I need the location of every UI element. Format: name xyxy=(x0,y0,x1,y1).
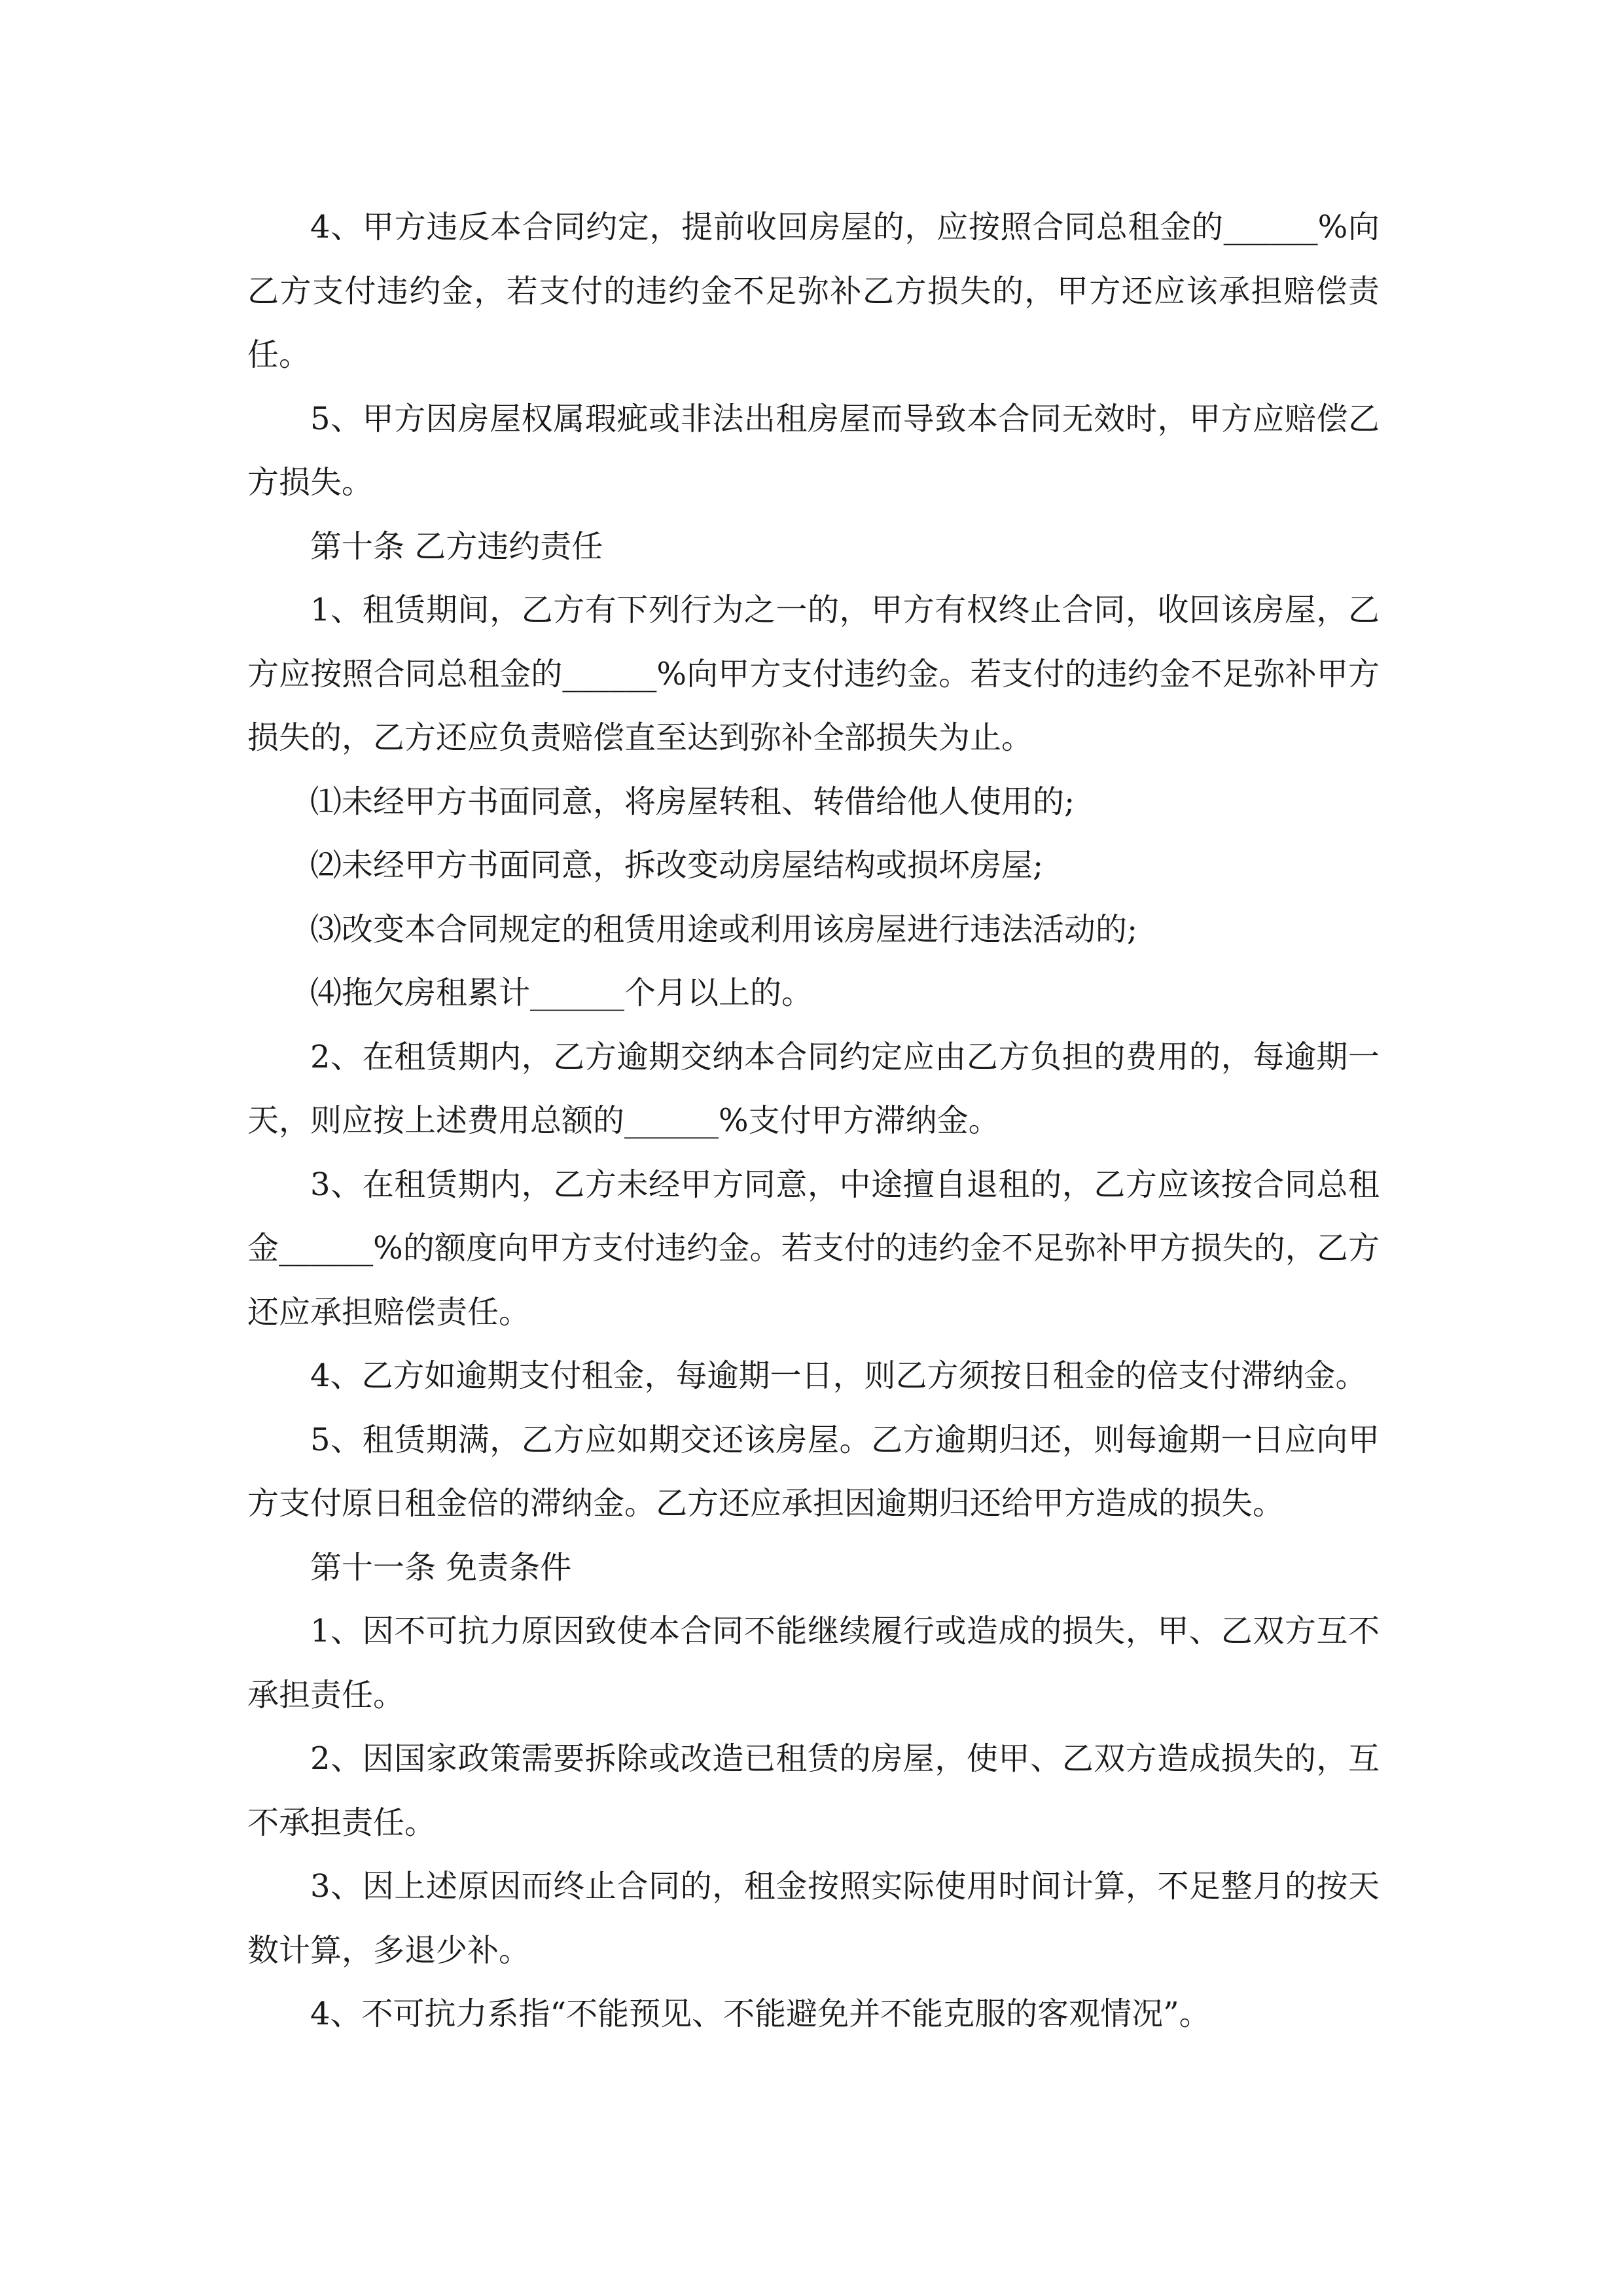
article-11-clause-1: 1、因不可抗力原因致使本合同不能继续履行或造成的损失，甲、乙双方互不承担责任。 xyxy=(247,1613,1380,1713)
article-10-item-4: ⑷拖欠房租累计______个月以上的。 xyxy=(310,975,813,1011)
article-11-clause-2: 2、因国家政策需要拆除或改造已租赁的房屋，使甲、乙双方造成损失的，互不承担责任。 xyxy=(247,1740,1380,1841)
article-10-clause-4: 4、乙方如逾期支付租金，每逾期一日，则乙方须按日租金的倍支付滞纳金。 xyxy=(310,1357,1367,1394)
article-11-clause-3: 3、因上述原因而终止合同的，租金按照实际使用时间计算，不足整月的按天数计算，多退少补。 xyxy=(247,1868,1380,1969)
article-10-heading: 第十条 乙方违约责任 xyxy=(310,528,603,565)
article-10-item-2: ⑵未经甲方书面同意，拆改变动房屋结构或损坏房屋; xyxy=(310,847,1044,884)
article-11-clause-4: 4、不可抗力系指“不能预见、不能避免并不能克服的客观情况”。 xyxy=(310,1996,1211,2032)
clause-4-landlord-early-repossession: 4、甲方违反本合同约定，提前收回房屋的，应按照合同总租金的______%向乙方支付违约金，若支付的违约金不足弥补乙方损失的，甲方还应该承担赔偿责任。 xyxy=(247,209,1380,373)
article-10-clause-2: 2、在租赁期内，乙方逾期交纳本合同约定应由乙方负担的费用的，每逾期一天，则应按上述费用总额的______%支付甲方滞纳金。 xyxy=(247,1038,1380,1139)
clause-5-landlord-title-defect: 5、甲方因房屋权属瑕疵或非法出租房屋而导致本合同无效时，甲方应赔偿乙方损失。 xyxy=(247,400,1380,501)
article-10-clause-1: 1、租赁期间，乙方有下列行为之一的，甲方有权终止合同，收回该房屋，乙方应按照合同总租金的______%向甲方支付违约金。若支付的违约金不足弥补甲方损失的，乙方还应负责赔偿直至达到弥补全部损失为止。 xyxy=(247,592,1380,756)
article-10-clause-3: 3、在租赁期内，乙方未经甲方同意，中途擅自退租的，乙方应该按合同总租金______%的额度向甲方支付违约金。若支付的违约金不足弥补甲方损失的，乙方还应承担赔偿责任。 xyxy=(247,1166,1380,1331)
document-body xyxy=(247,196,1380,2047)
article-10-item-3: ⑶改变本合同规定的租赁用途或利用该房屋进行违法活动的; xyxy=(310,910,1138,948)
article-11-heading: 第十一条 免责条件 xyxy=(310,1549,572,1586)
article-10-clause-5: 5、租赁期满，乙方应如期交还该房屋。乙方逾期归还，则每逾期一日应向甲方支付原日租金倍的滞纳金。乙方还应承担因逾期归还给甲方造成的损失。 xyxy=(247,1421,1380,1522)
article-10-item-1: ⑴未经甲方书面同意，将房屋转租、转借给他人使用的; xyxy=(310,783,1075,820)
